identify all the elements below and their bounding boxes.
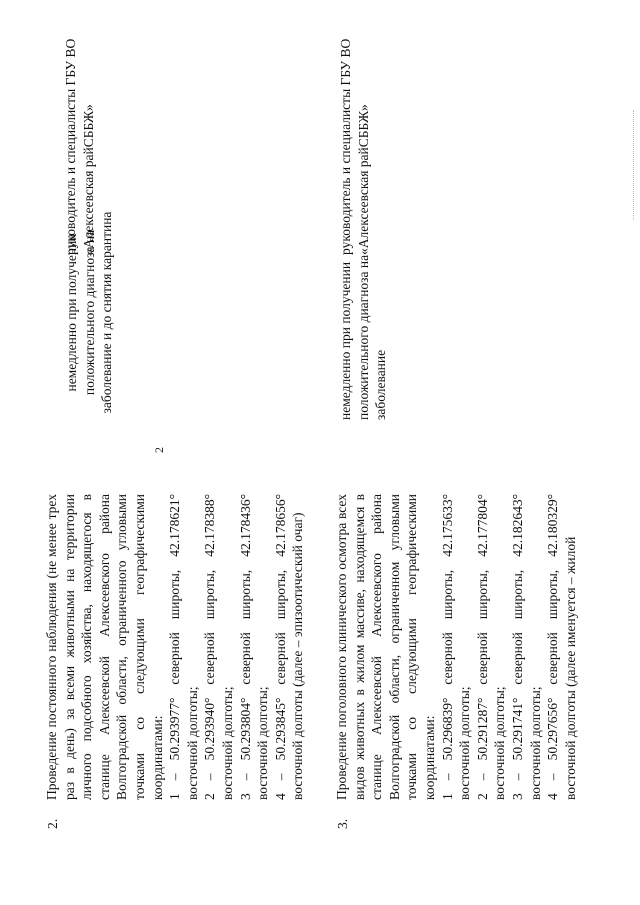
scan-edge-mark (633, 110, 638, 220)
row-number: 3. (335, 818, 350, 829)
deadline-cell: немедленно при получении положительного диагноза на заболевание и до снятия карантина (64, 211, 115, 414)
responsible-cell: руководитель и специалисты ГБУ ВО «Алексеевская райСББЖ» (338, 38, 371, 255)
measure-cell (333, 494, 579, 800)
page-number: 2 (152, 447, 166, 453)
coordinate-item: 4 – 50.297656° северной широты, 42.180329° восточной долготы (далее именуется – жилой (545, 494, 578, 800)
coordinate-item: 1 – 50.293977° северной широты, 42.178621° восточной долготы; (167, 494, 200, 800)
coordinate-item: 3 – 50.293804° северной широты, 42.178436° восточной долготы; (237, 494, 271, 800)
measure-intro: Проведение поголовного клинического осмотра всех видов животных в жилом массиве, находящемся в станице Алексеевской Алексеевского района Волгоградской области, ограниченном угловыми точками со следующими географическими координатами: (334, 494, 437, 800)
coordinate-item: 4 – 50.293845° северной широты, 42.178656° восточной долготы (далее – эпизоотический очаг) (272, 494, 306, 800)
row-number: 2. (45, 818, 60, 829)
coordinate-item: 3 – 50.291741° северной широты, 42.182643° восточной долготы; (509, 494, 543, 800)
coordinate-item: 2 – 50.293940° северной широты, 42.178388° восточной долготы; (202, 494, 235, 800)
measure-intro: Проведение постоянного наблюдения (не менее трех раз в день) за всеми животными на территории личного подсобного хозяйства, находящегося в станице Алексеевской Алексеевского района Волгоградской области, ограниченного угловыми точками со следующими географическими координатами: (44, 494, 165, 800)
coordinate-item: 1 – 50.296839° северной широты, 42.175633° восточной долготы; (439, 494, 473, 800)
responsible-cell: руководитель и специалисты ГБУ ВО «Алексеевская райСББЖ» (63, 38, 96, 255)
coordinate-item: 2 – 50.291287° северной широты, 42.177804° восточной долготы; (474, 494, 508, 800)
deadline-cell: немедленно при получении положительного диагноза на заболевание (338, 254, 389, 420)
measure-cell (43, 494, 307, 800)
